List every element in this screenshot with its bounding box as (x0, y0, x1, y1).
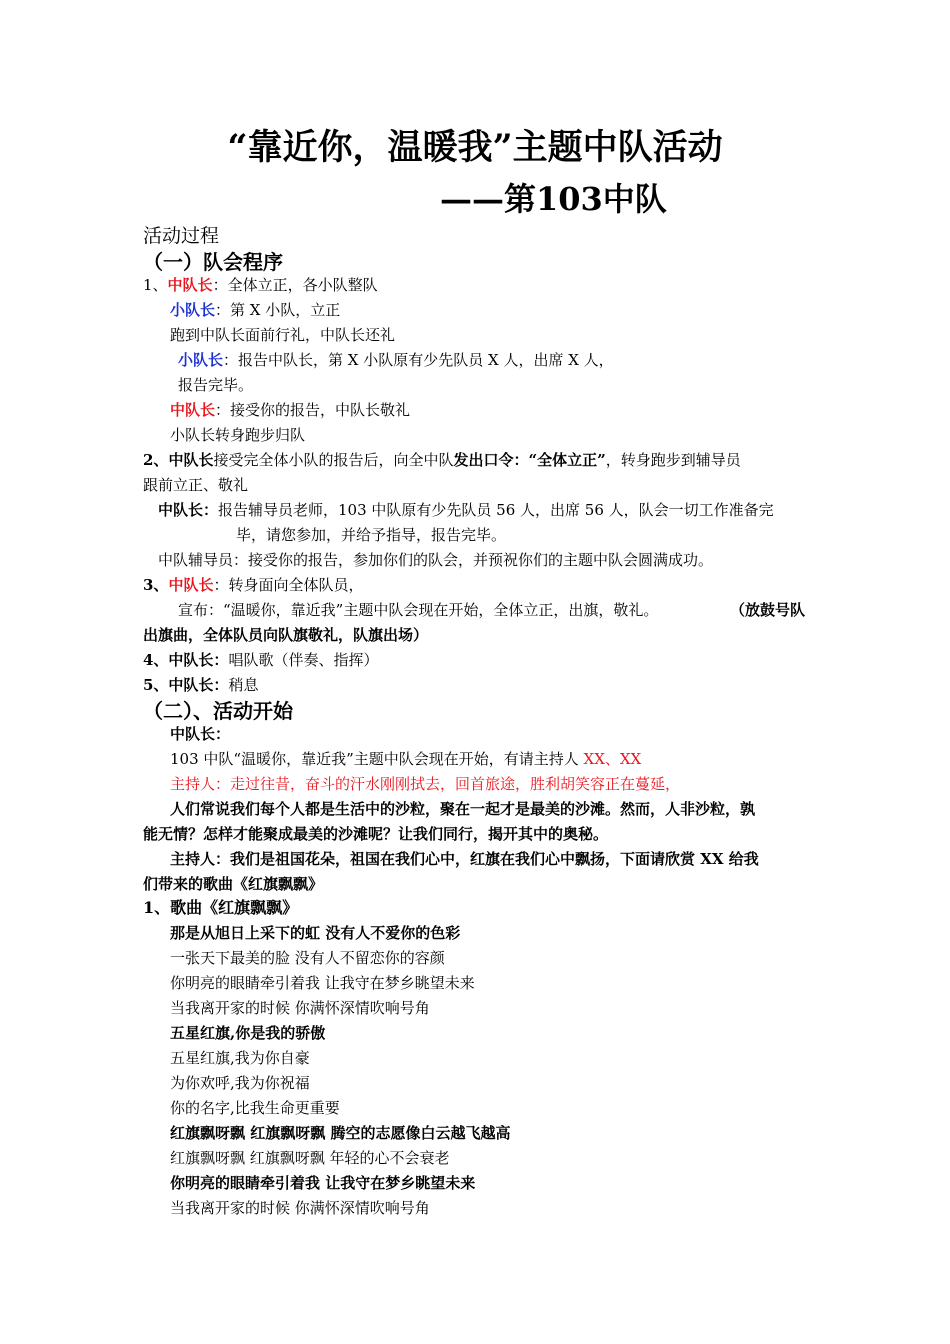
colon: ： (213, 576, 229, 594)
lyric-line: 为你欢呼,我为你祝福 (170, 1074, 310, 1092)
lyric-line: 一张天下最美的脸 没有人不留恋你的容颜 (170, 949, 445, 967)
line-8 (143, 450, 741, 470)
line-22: 能无情？怎样才能聚成最美的沙滩呢？让我们同行，揭开其中的奥秘。 (143, 825, 609, 843)
role-label: 4、中队长： (143, 651, 229, 669)
lyric-line: 你明亮的眼睛牵引着我 让我守在梦乡眺望未来 (170, 1174, 476, 1192)
line-text: 稍息 (228, 676, 259, 694)
line-number: 1、 (143, 276, 168, 294)
lyric-line: 红旗飘呀飘 红旗飘呀飘 腾空的志愿像白云越飞越高 (170, 1124, 511, 1142)
line-text: 转身面向全体队员， (228, 576, 364, 594)
line-3: 跑到中队长面前行礼，中队长还礼 (170, 326, 396, 344)
line-text: 第 X 小队，立正 (230, 301, 341, 319)
role-squad-leader: 小队长 (170, 301, 216, 319)
line-text-bold: 发出口令：“全体立正” (453, 451, 606, 469)
line-6 (170, 400, 410, 420)
line-19 (170, 749, 641, 769)
line-14-note: （放鼓号队 (730, 601, 806, 619)
lyric-line: 你明亮的眼睛牵引着我 让我守在梦乡眺望未来 (170, 974, 475, 992)
lyric-line: 那是从旭日上采下的虹 没有人不爱你的色彩 (170, 924, 461, 942)
line-text: 接受完全体小队的报告后，向全中队 (213, 451, 454, 469)
line-text: 唱队歌（伴奏、指挥） (228, 651, 379, 669)
line-24: 们带来的歌曲《红旗飘飘》 (143, 875, 324, 893)
line-1 (143, 275, 378, 295)
role-captain: 中队长 (168, 576, 214, 594)
role-label: 中队长： (158, 501, 219, 519)
role-captain: 中队长 (167, 276, 213, 294)
page-subtitle: ——第103中队 (440, 180, 667, 218)
line-18: 中队长： (170, 725, 231, 743)
line-17 (143, 675, 258, 695)
line-20: 主持人：走过往昔，奋斗的汗水刚刚拭去，回首旅途，胜利胡笑容正在蔓延， (170, 775, 681, 793)
lyric-line: 当我离开家的时候 你满怀深情吹响号角 (170, 1199, 430, 1217)
process-heading: 活动过程 (143, 225, 220, 247)
line-number: 3、 (143, 576, 169, 594)
colon: ： (223, 351, 239, 369)
line-14: 宣布：“温暖你，靠近我”主题中队会现在开始，全体立正，出旗，敬礼。 (178, 601, 659, 619)
host-names: XX、XX (583, 750, 642, 768)
part2-heading: （二）、活动开始 (143, 699, 293, 723)
line-15: 出旗曲，全体队员向队旗敬礼，队旗出场） (143, 626, 429, 644)
line-7: 小队长转身跑步归队 (170, 426, 306, 444)
line-11: 毕，请您参加，并给予指导，报告完毕。 (236, 526, 507, 544)
role-captain: 中队长 (168, 451, 214, 469)
colon: ： (215, 301, 231, 319)
line-16 (143, 650, 378, 670)
role-label: 5、中队长： (143, 676, 229, 694)
lyric-line: 红旗飘呀飘 红旗飘呀飘 年轻的心不会衰老 (170, 1149, 450, 1167)
line-text: ，转身跑步到辅导员 (605, 451, 741, 469)
line-9: 跟前立正、敬礼 (143, 476, 249, 494)
line-12: 中队辅导员：接受你的报告，参加你们的队会，并预祝你们的主题中队会圆满成功。 (158, 551, 714, 569)
part1-heading: （一）队会程序 (143, 250, 283, 274)
role-squad-leader: 小队长 (178, 351, 224, 369)
line-number: 2、 (143, 451, 169, 469)
page-title: “靠近你，温暖我”主题中队活动 (227, 127, 723, 168)
line-text: 接受你的报告，中队长敬礼 (230, 401, 411, 419)
line-text: 103 中队“温暖你，靠近我”主题中队会现在开始，有请主持人 (170, 750, 584, 768)
line-4 (178, 350, 614, 370)
line-21: 人们常说我们每个人都是生活中的沙粒，聚在一起才是最美的沙滩。然而，人非沙粒，孰 (170, 800, 756, 818)
song-heading: 1、歌曲《红旗飘飘》 (143, 898, 299, 917)
line-5: 报告完毕。 (178, 376, 254, 394)
line-text: 全体立正，各小队整队 (227, 276, 378, 294)
line-text: 报告中队长，第 X 小队原有少先队员 X 人，出席 X 人， (238, 351, 614, 369)
lyric-line: 五星红旗,你是我的骄傲 (170, 1024, 326, 1042)
lyric-line: 当我离开家的时候 你满怀深情吹响号角 (170, 999, 430, 1017)
line-23: 主持人：我们是祖国花朵，祖国在我们心中，红旗在我们心中飘扬，下面请欣赏 XX 给我 (170, 850, 759, 868)
role-captain: 中队长 (170, 401, 216, 419)
lyric-line: 你的名字,比我生命更重要 (170, 1099, 340, 1117)
line-10 (158, 500, 774, 520)
colon: ： (215, 401, 231, 419)
line-2 (170, 300, 340, 320)
line-13 (143, 575, 363, 595)
line-text: 报告辅导员老师，103 中队原有少先队员 56 人，出席 56 人，队会一切工作准备完 (218, 501, 774, 519)
lyric-line: 五星红旗,我为你自豪 (170, 1049, 310, 1067)
colon: ： (212, 276, 228, 294)
